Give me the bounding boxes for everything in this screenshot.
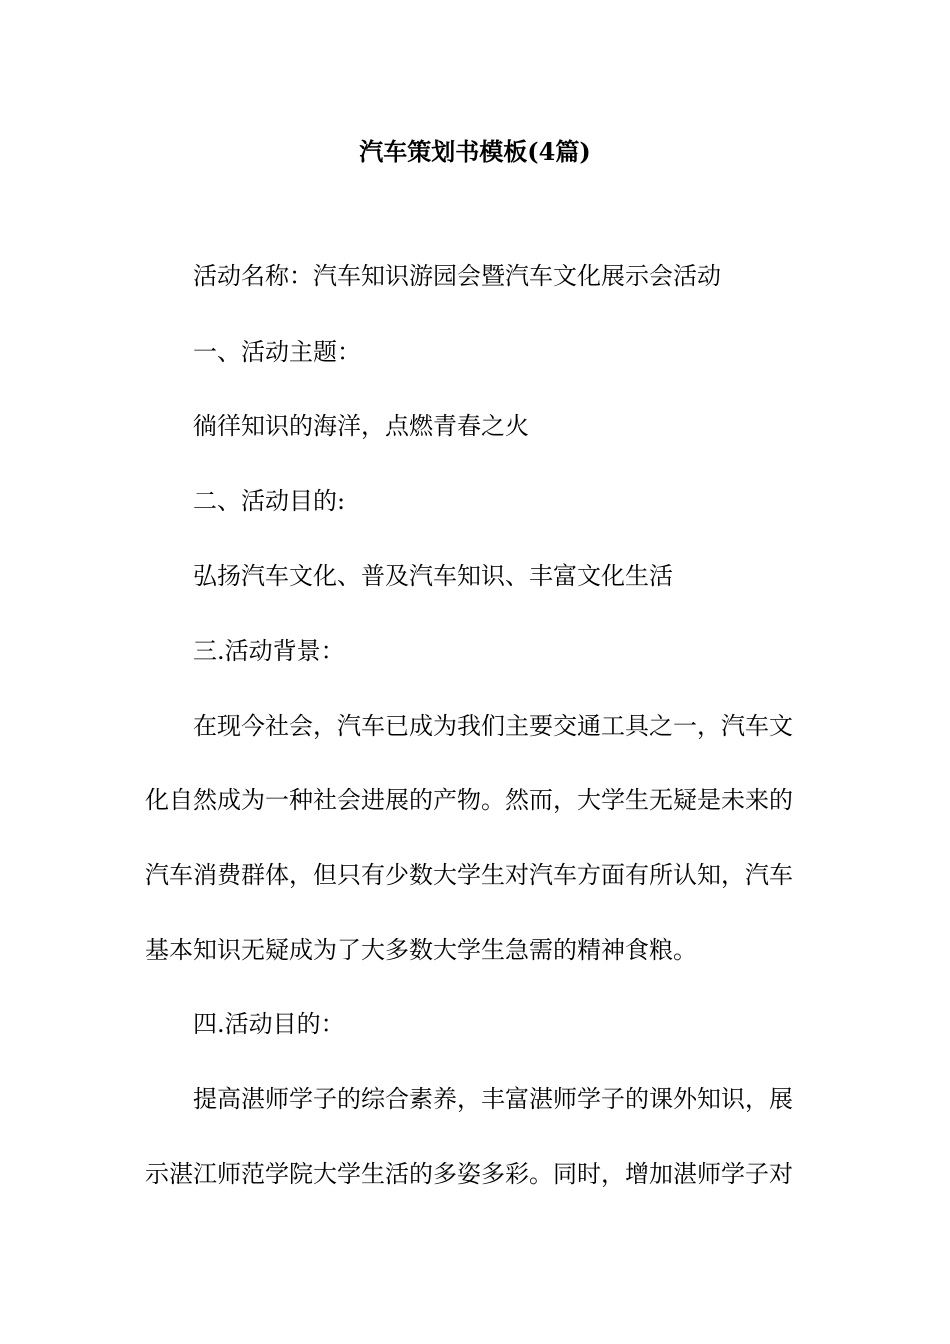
section-heading-purpose: 二、活动目的: [193, 487, 346, 515]
section-heading-background: 三.活动背景： [193, 637, 345, 665]
paragraph-line: 示湛江师范学院大学生活的多姿多彩。同时，增加湛师学子对 [145, 1160, 793, 1188]
theme-text: 徜徉知识的海洋，点燃青春之火 [193, 412, 529, 440]
activity-name-line: 活动名称：汽车知识游园会暨汽车文化展示会活动 [193, 262, 721, 290]
section-heading-theme: 一、活动主题： [193, 338, 361, 366]
paragraph-line: 在现今社会，汽车已成为我们主要交通工具之一，汽车文 [193, 712, 793, 740]
document-title: 汽车策划书模板(4篇) [359, 137, 591, 166]
paragraph-line: 化自然成为一种社会进展的产物。然而，大学生无疑是未来的 [145, 786, 793, 814]
purpose-text: 弘扬汽车文化、普及汽车知识、丰富文化生活 [193, 562, 673, 590]
section-heading-goal: 四.活动目的： [193, 1010, 345, 1038]
paragraph-line: 基本知识无疑成为了大多数大学生急需的精神食粮。 [145, 936, 697, 964]
paragraph-line: 提高湛师学子的综合素养，丰富湛师学子的课外知识，展 [193, 1085, 793, 1113]
paragraph-line: 汽车消费群体，但只有少数大学生对汽车方面有所认知，汽车 [145, 861, 793, 889]
